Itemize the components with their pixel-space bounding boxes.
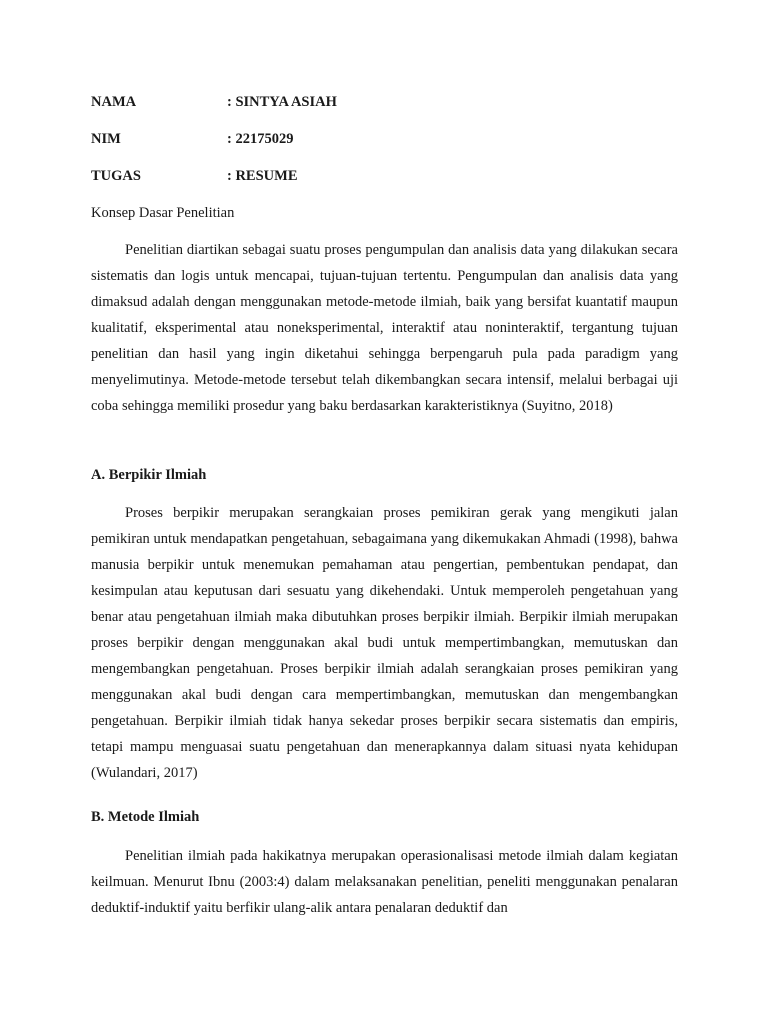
name-value: : SINTYA ASIAH — [227, 94, 337, 110]
nim-value: : 22175029 — [227, 131, 294, 147]
task-value: : RESUME — [227, 168, 298, 184]
section-a-paragraph: Proses berpikir merupakan serangkaian proses pemikiran gerak yang mengikuti jalan pemikiran untuk mendapatkan pengetahuan, sebagaimana yang dikemukakan Ahmadi (1998), bahwa manusia berpikir untuk menemukan pemahaman atau pengertian, pembentukan pendapat, dan kesimpulan atau keputusan dari sesuatu yang dikehendaki. Untuk memperoleh pengetahuan yang benar atau pengetahuan ilmiah maka dibutuhkan proses berpikir ilmiah. Berpikir ilmiah merupakan proses berpikir dengan menggunakan akal budi untuk mempertimbangkan, memutuskan dan mengembangkan pengetahuan. Proses berpikir ilmiah adalah serangkaian proses pemikiran yang menggunakan akal budi dengan cara mempertimbangkan, memutuskan dan mengembangkan pengetahuan. Berpikir ilmiah tidak hanya sekedar proses berpikir secara sistematis dan empiris, tetapi mampu menguasai suatu pengetahuan dan menerapkannya dalam situasi nyata kehidupan (Wulandari, 2017) — [91, 505, 678, 781]
nim-label: NIM — [91, 131, 121, 147]
section-b-paragraph: Penelitian ilmiah pada hakikatnya merupakan operasionalisasi metode ilmiah dalam kegiatan keilmuan. Menurut Ibnu (2003:4) dalam melaksanakan penelitian, peneliti menggunakan penalaran deduktif-induktif yaitu berfikir ulang-alik antara penalaran deduktif dan — [91, 848, 678, 916]
section-b-heading: B. Metode Ilmiah — [91, 809, 200, 825]
intro-paragraph: Penelitian diartikan sebagai suatu proses pengumpulan dan analisis data yang dilakukan secara sistematis dan logis untuk mencapai, tujuan-tujuan tertentu. Pengumpulan dan analisis data yang dimaksud adalah dengan menggunakan metode-metode ilmiah, baik yang bersifat kuantatif maupun kualitatif, eksperimental atau noneksperimental, interaktif atau noninteraktif, tergantung tujuan penelitian dan hasil yang ingin diketahui sehingga berpengaruh pula pada paradigm yang menyelimutinya. Metode-metode tersebut telah dikembangkan secara intensif, melalui berbagai uji coba sehingga memiliki prosedur yang baku berdasarkan karakteristiknya (Suyitno, 2018) — [91, 242, 678, 414]
name-label: NAMA — [91, 94, 137, 110]
task-label: TUGAS — [91, 168, 141, 184]
document-title: Konsep Dasar Penelitian — [91, 205, 235, 221]
section-a-heading: A. Berpikir Ilmiah — [91, 467, 207, 483]
